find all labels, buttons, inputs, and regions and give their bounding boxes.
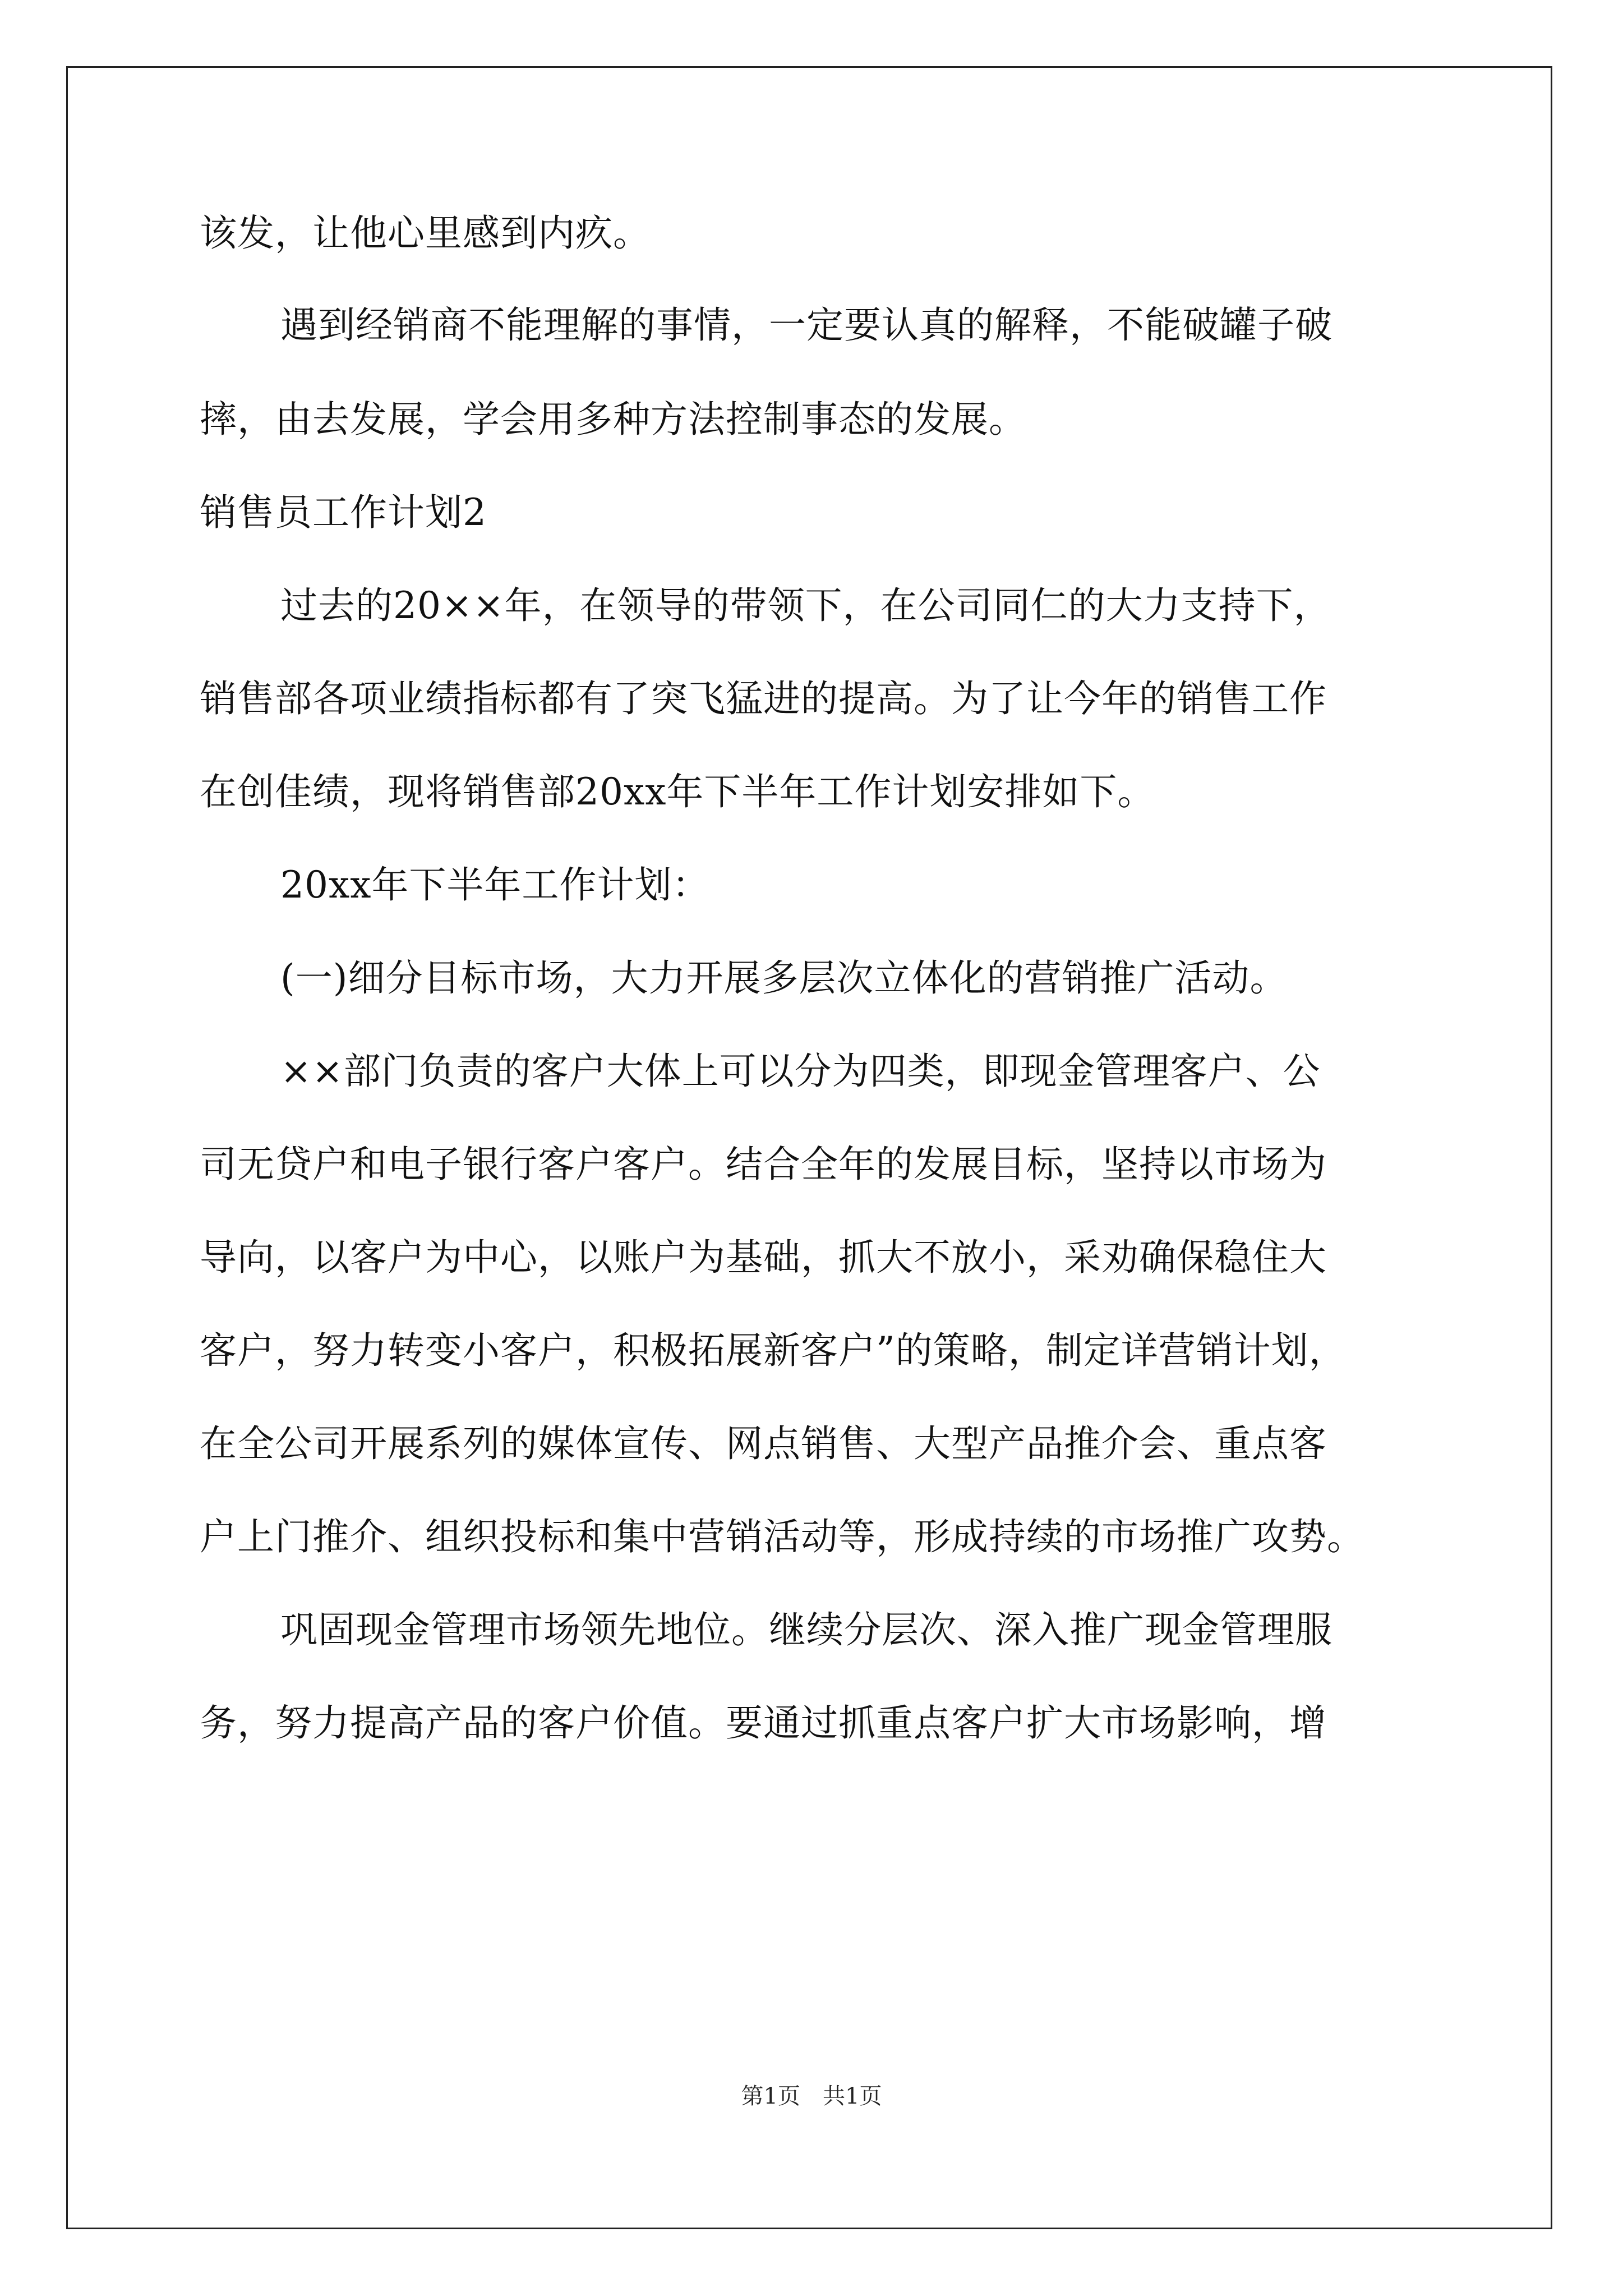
text-line: 户上门推介、组织投标和集中营销活动等，形成持续的市场推广攻势。 — [200, 1515, 1364, 1558]
text-line: 客户，努力转变小客户，积极拓展新客户”的策略，制定详营销计划， — [200, 1329, 1347, 1372]
section-heading: 销售员工作计划2 — [200, 491, 487, 534]
text-line: 销售部各项业绩指标都有了突飞猛进的提高。为了让今年的销售工作 — [200, 677, 1327, 720]
text-line: 司无贷户和电子银行客户客户。结合全年的发展目标，坚持以市场为 — [200, 1143, 1327, 1186]
text-line: 在创佳绩，现将销售部20xx年下半年工作计划安排如下。 — [200, 770, 1155, 813]
text-line: 该发，让他心里感到内疚。 — [200, 211, 651, 255]
text-line: (一)细分目标市场，大力开展多层次立体化的营销推广活动。 — [280, 956, 1288, 1000]
text-line: 20xx年下半年工作计划： — [280, 863, 710, 907]
text-line: 务，努力提高产品的客户价值。要通过抓重点客户扩大市场影响，增 — [200, 1701, 1327, 1745]
page-footer: 第1页 共1页 — [741, 2083, 882, 2109]
text-line: 过去的20××年，在领导的带领下，在公司同仁的大力支持下， — [280, 584, 1331, 627]
text-line: 导向，以客户为中心，以账户为基础，抓大不放小，采劝确保稳住大 — [200, 1236, 1327, 1279]
text-line: 遇到经销商不能理解的事情，一定要认真的解释，不能破罐子破 — [280, 303, 1332, 347]
text-line: 巩固现金管理市场领先地位。继续分层次、深入推广现金管理服 — [280, 1608, 1332, 1651]
text-line: ××部门负责的客户大体上可以分为四类，即现金管理客户、公 — [280, 1050, 1321, 1093]
text-line: 摔，由去发展，学会用多种方法控制事态的发展。 — [200, 398, 1026, 441]
text-line: 在全公司开展系列的媒体宣传、网点销售、大型产品推介会、重点客 — [200, 1422, 1327, 1465]
